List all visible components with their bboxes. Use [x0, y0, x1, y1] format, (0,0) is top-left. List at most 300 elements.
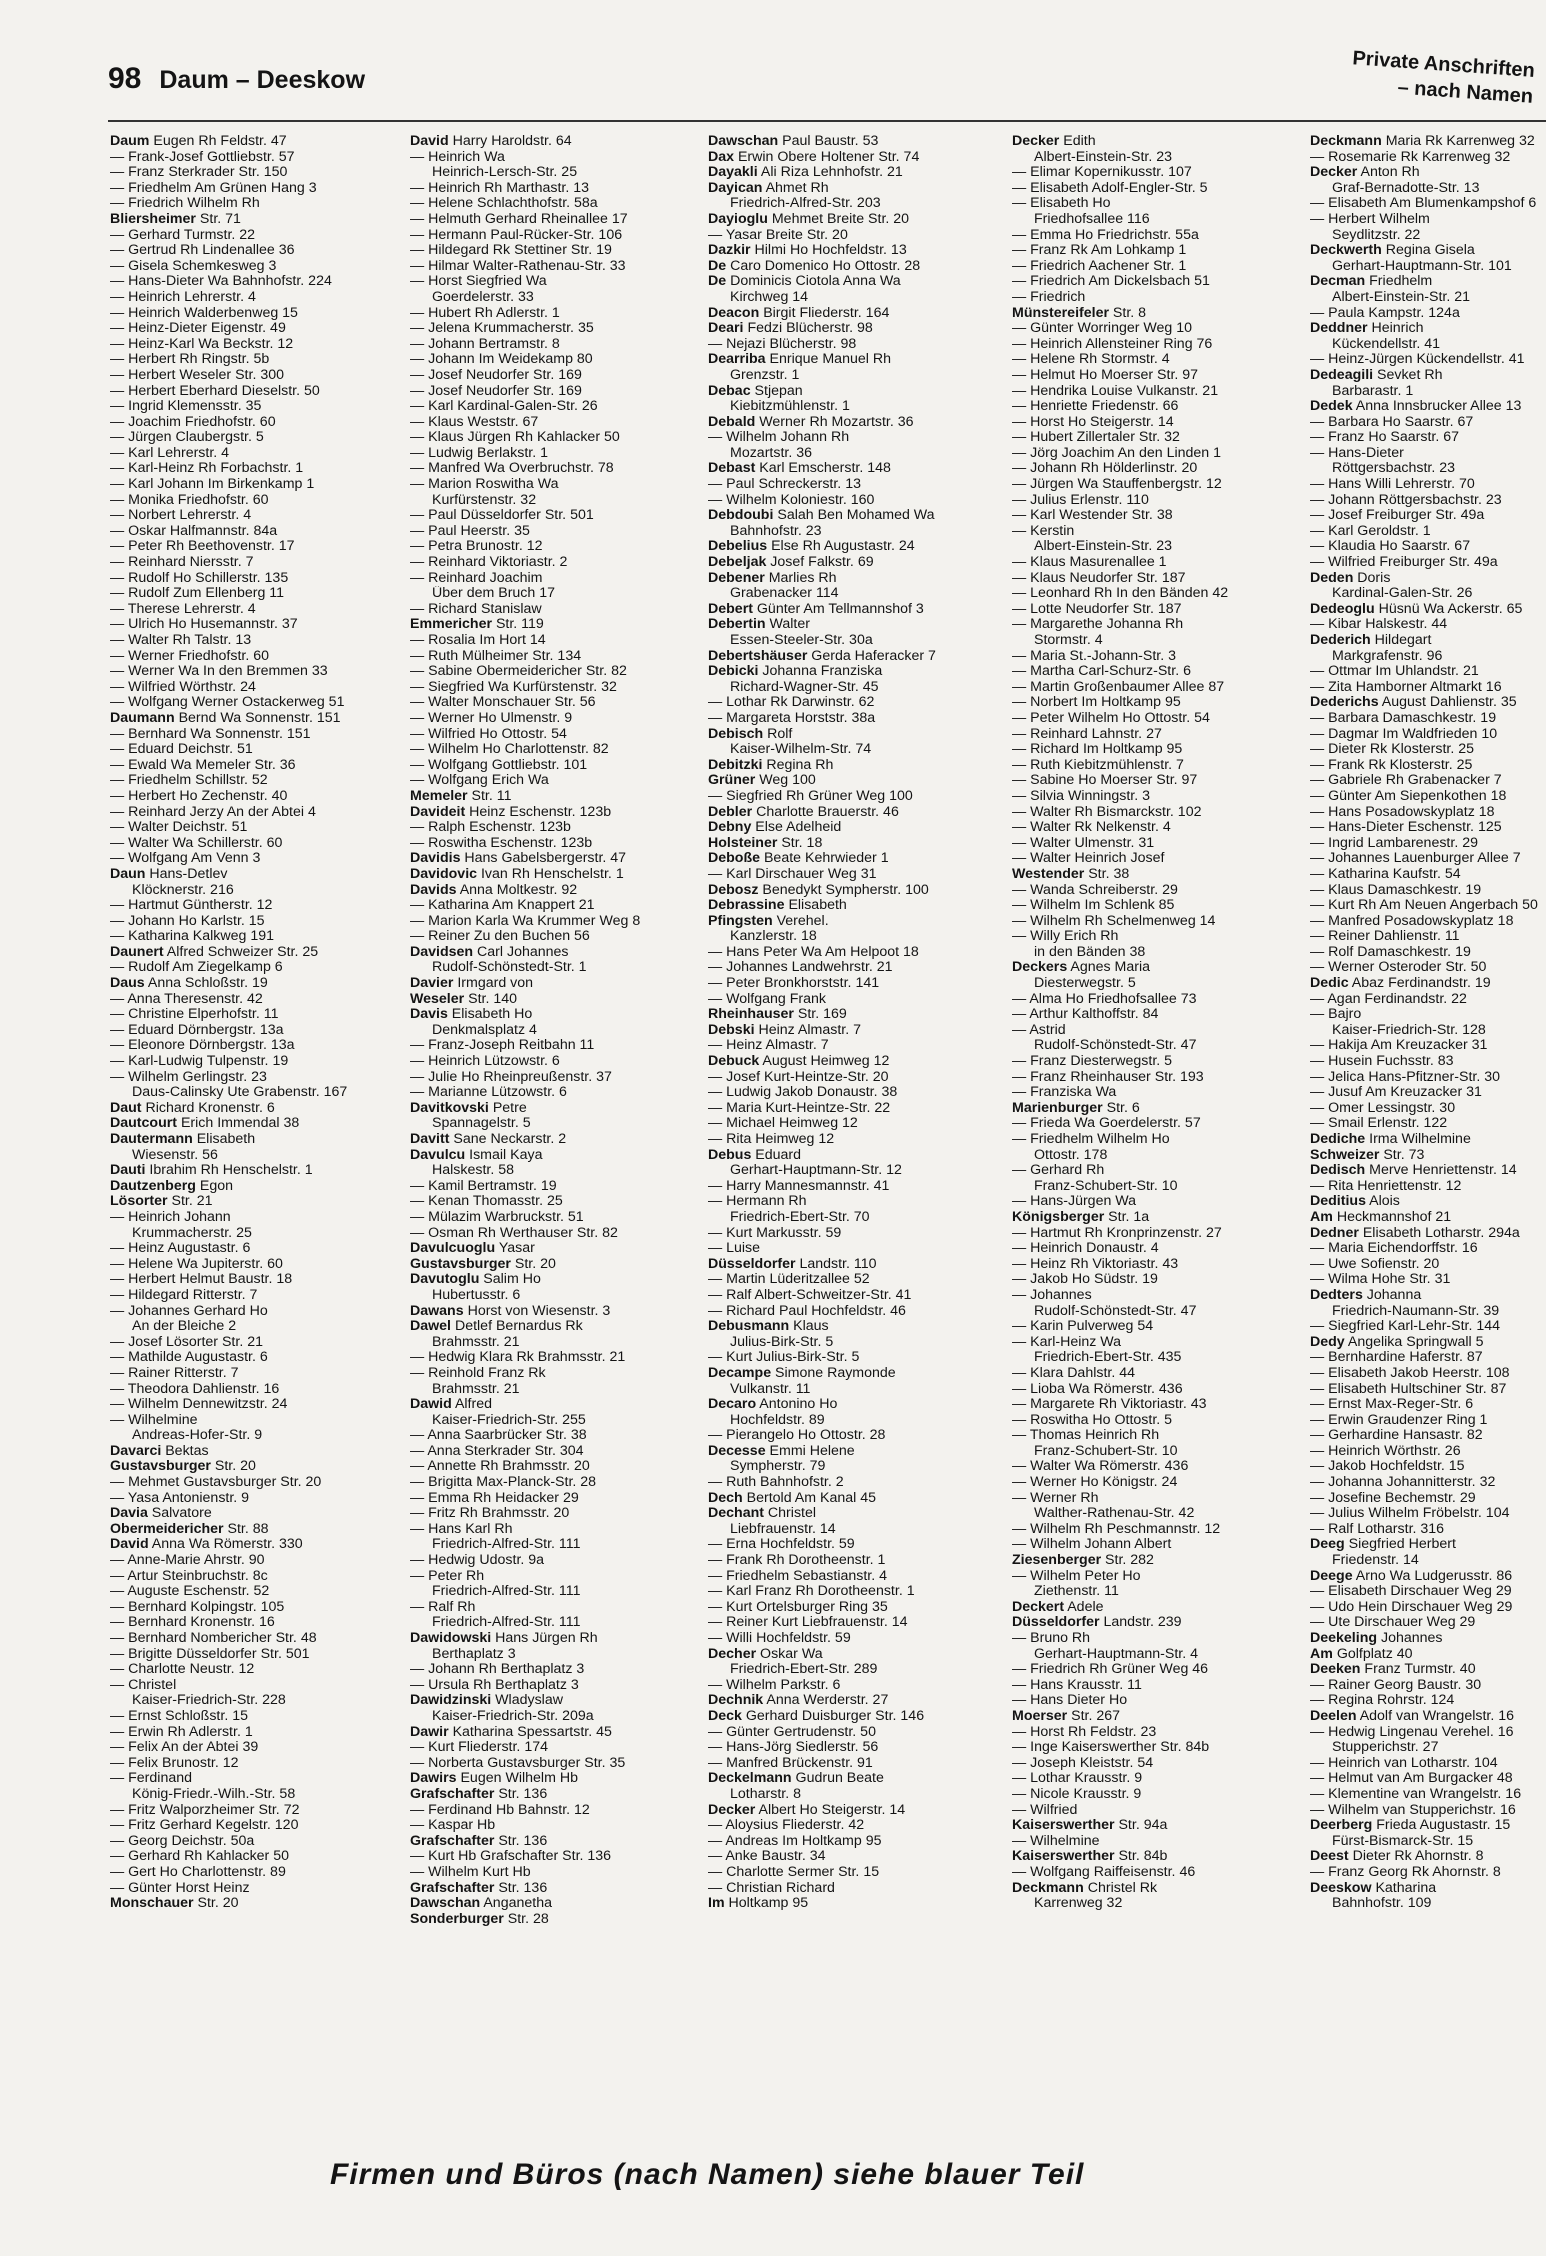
directory-entry: — Kenan Thomasstr. 25 [410, 1194, 563, 1210]
directory-entry: Daut Richard Kronenstr. 6 [110, 1100, 275, 1116]
directory-entry: — Ottmar Im Uhlandstr. 21 [1310, 664, 1479, 680]
directory-entry: Debert Günter Am Tellmannshof 3 [708, 601, 924, 617]
directory-entry: — Friedhelm Am Grünen Hang 3 [110, 180, 317, 196]
directory-entry: Deboße Beate Kehrwieder 1 [708, 851, 889, 867]
directory-entry: — Henriette Friedenstr. 66 [1012, 399, 1179, 415]
directory-entry: — Hildegard Ritterstr. 7 [110, 1287, 258, 1303]
directory-entry: — Hendrika Louise Vulkanstr. 21 [1012, 383, 1219, 399]
directory-entry: Rudolf-Schönstedt-Str. 47 [1034, 1303, 1197, 1319]
section-label-line2: – nach Namen [1397, 76, 1535, 108]
directory-entry: Moerser Str. 267 [1012, 1708, 1121, 1724]
directory-entry: Albert-Einstein-Str. 23 [1034, 149, 1172, 165]
directory-entry: — Karl Geroldstr. 1 [1310, 523, 1431, 539]
directory-entry: — Marion Karla Wa Krummer Weg 8 [410, 913, 641, 929]
directory-entry: — Anke Baustr. 34 [708, 1849, 826, 1865]
directory-entry: — Wilhelm van Stupperichstr. 16 [1310, 1802, 1516, 1818]
directory-entry: — Ralf Albert-Schweitzer-Str. 41 [708, 1287, 912, 1303]
directory-entry: — Wilhelmine [1012, 1833, 1100, 1849]
directory-entry: — Werner Wa In den Bremmen 33 [110, 664, 328, 680]
directory-entry: — Werner Ho Königstr. 24 [1012, 1475, 1178, 1491]
directory-entry: Münstereifeler Str. 8 [1012, 305, 1147, 321]
directory-entry: Albert-Einstein-Str. 21 [1332, 289, 1470, 305]
directory-column-5 [1310, 134, 1546, 1912]
directory-entry: — Richard Paul Hochfeldstr. 46 [708, 1303, 906, 1319]
directory-entry: — Elisabeth Dirschauer Weg 29 [1310, 1584, 1512, 1600]
directory-entry: — Bernhard Nombericher Str. 48 [110, 1631, 317, 1646]
directory-entry: Kiebitzmühlenstr. 1 [730, 399, 850, 415]
directory-entry: Davidovic Ivan Rh Henschelstr. 1 [410, 866, 624, 882]
directory-entry: — Ute Dirschauer Weg 29 [1310, 1615, 1476, 1631]
directory-entry: Dautzenberg Egon [110, 1178, 233, 1194]
directory-entry: Dawidzinski Wladyslaw [410, 1693, 563, 1709]
directory-entry: — Ewald Wa Memeler Str. 36 [110, 757, 296, 773]
directory-entry: — Astrid [1012, 1022, 1066, 1038]
directory-entry: — Leonhard Rh In den Bänden 42 [1012, 586, 1229, 602]
directory-entry: — Heinrich Allensteiner Ring 76 [1012, 336, 1213, 352]
directory-entry: Dawirs Eugen Wilhelm Hb [410, 1771, 578, 1787]
directory-entry: Debrassine Elisabeth [708, 898, 847, 914]
directory-entry: Kaiser-Friedrich-Str. 209a [432, 1708, 594, 1724]
directory-entry: — Hans Krausstr. 11 [1012, 1677, 1142, 1693]
directory-entry: — Osman Rh Werthauser Str. 82 [410, 1225, 618, 1241]
directory-entry: — Heinz-Dieter Eigenstr. 49 [110, 321, 286, 337]
directory-entry: — Anna Sterkrader Str. 304 [410, 1443, 584, 1459]
directory-entry: Deege Arno Wa Ludgerusstr. 86 [1310, 1568, 1513, 1584]
directory-entry: — Frank-Josef Gottliebstr. 57 [110, 149, 295, 165]
directory-entry: — Wilhelmine [110, 1412, 198, 1428]
directory-entry: — Klaus Damaschkestr. 19 [1310, 882, 1482, 898]
directory-entry: Debisch Rolf [708, 726, 793, 742]
directory-entry: — Hans-Jörg Siedlerstr. 56 [708, 1740, 879, 1756]
directory-entry: — Jelica Hans-Pfitzner-Str. 30 [1310, 1069, 1501, 1085]
directory-entry: — Ralph Eschenstr. 123b [410, 820, 571, 836]
directory-entry: — Klaus Neudorfer Str. 187 [1012, 570, 1186, 586]
directory-entry: — Klara Dahlstr. 44 [1012, 1365, 1136, 1381]
header-rule [108, 120, 1546, 122]
directory-entry: — Peter Bronkhorststr. 141 [708, 976, 880, 992]
directory-entry: — Heinrich van Lotharstr. 104 [1310, 1755, 1498, 1771]
directory-entry: — Wolfgang Erich Wa [410, 773, 549, 789]
directory-entry: Kardinal-Galen-Str. 26 [1332, 586, 1473, 602]
directory-entry: — Johann Ho Karlstr. 15 [110, 913, 265, 929]
directory-entry: — Klementine van Wrangelstr. 16 [1310, 1786, 1522, 1802]
directory-entry: — Walter Heinrich Josef [1012, 851, 1165, 867]
directory-entry: Weseler Str. 140 [410, 991, 518, 1007]
directory-entry: — Heinz Augustastr. 6 [110, 1241, 251, 1257]
directory-entry: Debusmann Klaus [708, 1319, 829, 1335]
directory-entry: Julius-Birk-Str. 5 [730, 1334, 834, 1350]
directory-entry: Debuck August Heimweg 12 [708, 1054, 890, 1070]
directory-entry: Dedters Johanna [1310, 1287, 1422, 1303]
directory-entry: Lösorter Str. 21 [110, 1194, 213, 1210]
directory-entry: — Brigitte Düsseldorfer Str. 501 [110, 1646, 310, 1662]
directory-entry: — Elimar Kopernikusstr. 107 [1012, 165, 1192, 181]
page-heading [108, 62, 365, 96]
directory-entry: — Franz-Joseph Reitbahn 11 [410, 1038, 595, 1054]
directory-entry: — Heinz-Karl Wa Beckstr. 12 [110, 336, 294, 352]
directory-entry: — Reinhard Niersstr. 7 [110, 555, 254, 571]
directory-entry: — Rudolf Zum Ellenberg 11 [110, 586, 285, 602]
directory-entry: Deditius Alois [1310, 1194, 1400, 1210]
directory-entry: — Ingrid Lambarenestr. 29 [1310, 835, 1478, 851]
directory-entry: Dawans Horst von Wiesenstr. 3 [410, 1303, 611, 1319]
directory-entry: — Manfred Brückenstr. 91 [708, 1755, 873, 1771]
directory-entry: — Wolfgang Am Venn 3 [110, 851, 261, 867]
directory-entry: Davarci Bektas [110, 1443, 209, 1459]
directory-entry: Kaiserswerther Str. 84b [1012, 1849, 1168, 1865]
directory-entry: Kirchweg 14 [730, 289, 809, 305]
directory-entry: — Fritz Walporzheimer Str. 72 [110, 1802, 300, 1818]
directory-entry: — Reinhard Viktoriastr. 2 [410, 555, 568, 571]
directory-entry: — Hedwig Udostr. 9a [410, 1553, 545, 1569]
directory-entry: — Nicole Krausstr. 9 [1012, 1786, 1142, 1802]
directory-entry: — Hans-Dieter [1310, 445, 1404, 461]
directory-entry: Deddner Heinrich [1310, 321, 1424, 337]
directory-entry: David Anna Wa Römerstr. 330 [110, 1537, 303, 1553]
directory-entry: — Wilfried Ho Ottostr. 54 [410, 726, 567, 742]
directory-entry: Über dem Bruch 17 [432, 586, 556, 602]
directory-entry: — Petra Brunostr. 12 [410, 539, 543, 555]
directory-entry: Decesse Emmi Helene [708, 1443, 855, 1459]
directory-entry: Am Golfplatz 40 [1310, 1646, 1413, 1662]
directory-entry: Ziesenberger Str. 282 [1012, 1553, 1154, 1569]
directory-entry: — Paul Heerstr. 35 [410, 523, 530, 539]
directory-entry: — Lotte Neudorfer Str. 187 [1012, 601, 1182, 617]
directory-entry: — Husein Fuchsstr. 83 [1310, 1054, 1454, 1070]
directory-entry: — Walter Deichstr. 51 [110, 820, 248, 836]
directory-entry: — Karl-Heinz Rh Forbachstr. 1 [110, 461, 304, 477]
directory-entry: Daun Hans-Detlev [110, 866, 228, 882]
directory-entry: Holsteiner Str. 18 [708, 835, 823, 851]
directory-entry: — Johannes Gerhard Ho [110, 1303, 268, 1319]
directory-entry: Grüner Weg 100 [708, 773, 816, 789]
directory-entry: — Richard Im Holtkamp 95 [1012, 742, 1183, 758]
directory-entry: — Frieda Wa Goerdelerstr. 57 [1012, 1116, 1201, 1132]
directory-entry: Andreas-Hofer-Str. 9 [132, 1428, 263, 1444]
directory-entry: — Walter Rh Bismarckstr. 102 [1012, 804, 1202, 820]
directory-entry: — Jürgen Wa Stauffenbergstr. 12 [1012, 477, 1222, 493]
directory-entry: Debosz Benedykt Sympherstr. 100 [708, 882, 929, 898]
directory-entry: Mozartstr. 36 [730, 445, 813, 461]
directory-entry: — Walter Wa Schillerstr. 60 [110, 835, 283, 851]
directory-entry: König-Friedr.-Wilh.-Str. 58 [132, 1786, 296, 1802]
directory-entry: Dautermann Elisabeth [110, 1132, 256, 1147]
directory-entry: Gerhart-Hauptmann-Str. 12 [730, 1163, 902, 1179]
directory-entry: — Elisabeth Jakob Heerstr. 108 [1310, 1365, 1510, 1381]
directory-entry: Dedy Angelika Springwall 5 [1310, 1334, 1484, 1350]
directory-entry: Dedisch Merve Henriettenstr. 14 [1310, 1163, 1517, 1179]
directory-entry: Davideit Heinz Eschenstr. 123b [410, 804, 612, 820]
directory-entry: — Hubert Zillertaler Str. 32 [1012, 430, 1180, 446]
directory-entry: Denkmalsplatz 4 [432, 1022, 537, 1038]
directory-entry: Daus-Calinsky Ute Grabenstr. 167 [132, 1085, 348, 1101]
directory-entry: Marienburger Str. 6 [1012, 1100, 1140, 1116]
directory-entry: — Gerhard Turmstr. 22 [110, 227, 256, 243]
directory-entry: Davidis Hans Gabelsbergerstr. 47 [410, 851, 627, 867]
directory-entry: — Ralf Lotharstr. 316 [1310, 1521, 1445, 1537]
directory-entry: Dedeagili Sevket Rh [1310, 367, 1443, 383]
directory-entry: — Ulrich Ho Husemannstr. 37 [110, 617, 298, 633]
directory-entry: — Wilhelm Koloniestr. 160 [708, 492, 875, 508]
directory-entry: Albert-Einstein-Str. 23 [1034, 539, 1172, 555]
directory-entry: Brahmsstr. 21 [432, 1334, 520, 1350]
directory-entry: — Werner Friedhofstr. 60 [110, 648, 270, 664]
directory-entry: — Günter Am Siepenkothen 18 [1310, 788, 1507, 804]
directory-entry: Decaro Antonino Ho [708, 1397, 838, 1413]
directory-entry: — Karl Lehrerstr. 4 [110, 445, 230, 461]
directory-entry: — Fritz Gerhard Kegelstr. 120 [110, 1818, 299, 1834]
directory-entry: — Martin Großenbaumer Allee 87 [1012, 679, 1225, 695]
directory-entry: — Bernhard Kolpingstr. 105 [110, 1599, 285, 1615]
directory-entry: — Maria Eichendorffstr. 16 [1310, 1241, 1478, 1257]
directory-entry: — Hedwig Klara Rk Brahmsstr. 21 [410, 1350, 626, 1366]
directory-entry: — Rudolf Am Ziegelkamp 6 [110, 960, 283, 976]
directory-entry: Davids Anna Moltkestr. 92 [410, 882, 578, 898]
directory-entry: — Kurt Ortelsburger Ring 35 [708, 1599, 888, 1615]
directory-entry: — Kaspar Hb [410, 1818, 496, 1834]
directory-entry: — Franz Sterkrader Str. 150 [110, 165, 288, 181]
directory-entry: — Herbert Helmut Baustr. 18 [110, 1272, 293, 1288]
directory-entry: — Herbert Eberhard Dieselstr. 50 [110, 383, 320, 399]
directory-entry: Daunert Alfred Schweizer Str. 25 [110, 944, 319, 960]
directory-entry: Sonderburger Str. 28 [410, 1911, 549, 1927]
directory-entry: Walther-Rathenau-Str. 42 [1034, 1506, 1195, 1522]
directory-entry: Spannagelstr. 5 [432, 1116, 531, 1132]
directory-entry: — Klaus Masurenallee 1 [1012, 555, 1167, 571]
directory-entry: Debdoubi Salah Ben Mohamed Wa [708, 508, 935, 524]
directory-entry: Rudolf-Schönstedt-Str. 1 [432, 960, 587, 976]
directory-entry: — Karl-Heinz Wa [1012, 1334, 1122, 1350]
directory-entry: Kückendellstr. 41 [1332, 336, 1441, 352]
directory-entry: — Wilhelm Rh Schelmenweg 14 [1012, 913, 1216, 929]
directory-entry: Halskestr. 58 [432, 1163, 515, 1179]
directory-entry: — Reiner Kurt Liebfrauenstr. 14 [708, 1615, 908, 1631]
directory-entry: — Wilfried Freiburger Str. 49a [1310, 555, 1498, 571]
directory-entry: — Manfred Wa Overbruchstr. 78 [410, 461, 614, 477]
directory-entry: — Johannes Lauenburger Allee 7 [1310, 851, 1521, 867]
directory-entry: — Josefine Bechemstr. 29 [1310, 1490, 1476, 1506]
directory-entry: — Auguste Eschenstr. 52 [110, 1584, 270, 1600]
directory-entry: — Gerhard Rh [1012, 1163, 1105, 1179]
directory-entry: — Wilhelm Johann Rh [708, 430, 850, 446]
directory-entry: — Felix Brunostr. 12 [110, 1755, 239, 1771]
directory-entry: — Reiner Dahlienstr. 11 [1310, 929, 1460, 945]
directory-entry: — Reinhard Lahnstr. 27 [1012, 726, 1162, 742]
directory-entry: — Johann Rh Berthaplatz 3 [410, 1662, 585, 1678]
directory-entry: — Karl Johann Im Birkenkamp 1 [110, 477, 315, 493]
directory-entry: — Johannes [1012, 1287, 1092, 1303]
directory-entry: — Dieter Rk Klosterstr. 25 [1310, 742, 1474, 758]
directory-entry: Essen-Steeler-Str. 30a [730, 633, 873, 648]
directory-entry: — Lothar Rk Darwinstr. 62 [708, 695, 875, 711]
directory-entry: David Harry Haroldstr. 64 [410, 134, 572, 149]
directory-entry: Debny Else Adelheid [708, 820, 842, 836]
directory-entry: Davulcuoglu Yasar [410, 1241, 535, 1257]
directory-entry: — Manfred Posadowskyplatz 18 [1310, 913, 1514, 929]
directory-entry: — Andreas Im Holtkamp 95 [708, 1833, 882, 1849]
directory-entry: — Wilhelm Gerlingstr. 23 [110, 1069, 267, 1085]
directory-entry: — Sabine Ho Moerser Str. 97 [1012, 773, 1198, 789]
directory-entry: — Ernst Schloßstr. 15 [110, 1708, 248, 1724]
directory-entry: — Helene Rh Stormstr. 4 [1012, 352, 1170, 368]
directory-entry: — Rosalia Im Hort 14 [410, 633, 546, 648]
directory-entry: — Karl Franz Rh Dorotheenstr. 1 [708, 1584, 915, 1600]
directory-entry: Dawid Alfred [410, 1397, 493, 1413]
directory-entry: Lotharstr. 8 [730, 1786, 801, 1802]
directory-entry: Obermeidericher Str. 88 [110, 1521, 269, 1537]
directory-entry: Debeljak Josef Falkstr. 69 [708, 555, 874, 571]
directory-entry: Deckert Adele [1012, 1599, 1104, 1615]
directory-entry: Liebfrauenstr. 14 [730, 1521, 836, 1537]
directory-entry: — Therese Lehrerstr. 4 [110, 601, 256, 617]
directory-entry: — Regina Rohrstr. 124 [1310, 1693, 1455, 1709]
directory-entry: Deckmann Maria Rk Karrenweg 32 [1310, 134, 1535, 149]
directory-entry: — Franz Rheinhauser Str. 193 [1012, 1069, 1204, 1085]
directory-entry: — Zita Hamborner Altmarkt 16 [1310, 679, 1502, 695]
directory-entry: — Peter Rh Beethovenstr. 17 [110, 539, 295, 555]
directory-entry: — Brigitta Max-Planck-Str. 28 [410, 1475, 597, 1491]
directory-entry: Düsseldorfer Landstr. 239 [1012, 1615, 1182, 1631]
directory-entry: — Harry Mannesmannstr. 41 [708, 1178, 890, 1194]
directory-entry: — Heinz-Jürgen Kückendellstr. 41 [1310, 352, 1525, 368]
directory-entry: — Horst Rh Feldstr. 23 [1012, 1724, 1157, 1740]
directory-entry: Friedrich-Ebert-Str. 435 [1034, 1350, 1182, 1366]
directory-entry: — Hermann Rh [708, 1194, 807, 1210]
directory-entry: Dautcourt Erich Immendal 38 [110, 1116, 300, 1132]
directory-entry: — Hartmut Rh Kronprinzenstr. 27 [1012, 1225, 1222, 1241]
directory-entry: — Wilhelm Johann Albert [1012, 1537, 1172, 1553]
directory-entry: — Rita Heimweg 12 [708, 1132, 835, 1147]
directory-entry: — Herbert Weseler Str. 300 [110, 367, 284, 383]
directory-entry: — Smail Erlenstr. 122 [1310, 1116, 1448, 1132]
directory-entry: — Heinrich Rh Marthastr. 13 [410, 180, 589, 196]
directory-entry: Dawir Katharina Spessartstr. 45 [410, 1724, 612, 1740]
directory-entry: Franz-Schubert-Str. 10 [1034, 1178, 1178, 1194]
directory-entry: Friedrich-Alfred-Str. 203 [730, 196, 881, 212]
directory-entry: — Willy Erich Rh [1012, 929, 1119, 945]
directory-entry: — Jakob Ho Südstr. 19 [1012, 1272, 1158, 1288]
directory-entry: Bahnhofstr. 23 [730, 523, 822, 539]
directory-entry: Seydlitzstr. 22 [1332, 227, 1421, 243]
directory-entry: — Wilhelm Parkstr. 6 [708, 1677, 841, 1693]
directory-entry: — Mehmet Gustavsburger Str. 20 [110, 1475, 322, 1491]
directory-entry: — Josef Lösorter Str. 21 [110, 1334, 263, 1350]
directory-entry: — Christel [110, 1677, 177, 1693]
directory-entry: — Udo Hein Dirschauer Weg 29 [1310, 1599, 1513, 1615]
directory-entry: — Reiner Zu den Buchen 56 [410, 929, 590, 945]
directory-entry: — Herbert Ho Zechenstr. 40 [110, 788, 288, 804]
directory-entry: — Johanna Johannitterstr. 32 [1310, 1475, 1496, 1491]
directory-entry: — Klaudia Ho Saarstr. 67 [1310, 539, 1471, 555]
directory-entry: — Friedrich [1012, 289, 1086, 305]
directory-entry: Debus Eduard [708, 1147, 802, 1163]
directory-entry: — Kurt Rh Am Neuen Angerbach 50 [1310, 898, 1538, 914]
directory-entry: — Dagmar Im Waldfrieden 10 [1310, 726, 1498, 742]
directory-entry: — Wolfgang Gottliebstr. 101 [410, 757, 588, 773]
directory-entry: — Joseph Kleiststr. 54 [1012, 1755, 1154, 1771]
directory-entry: — Hans Dieter Ho [1012, 1693, 1128, 1709]
directory-entry: — Yasar Breite Str. 20 [708, 227, 848, 243]
directory-entry: Deckers Agnes Maria [1012, 960, 1151, 976]
directory-entry: — Wolfgang Werner Ostackerweg 51 [110, 695, 345, 711]
directory-entry: Davitkovski Petre [410, 1100, 527, 1116]
directory-entry: — Heinz Rh Viktoriastr. 43 [1012, 1256, 1179, 1272]
directory-entry: — Sabine Obermeidericher Str. 82 [410, 664, 627, 680]
directory-entry: — Aloysius Fliederstr. 42 [708, 1818, 865, 1834]
directory-entry: — Gert Ho Charlottenstr. 89 [110, 1864, 286, 1880]
directory-entry: Am Heckmannshof 21 [1310, 1209, 1452, 1225]
directory-entry: — Gertrud Rh Lindenallee 36 [110, 243, 295, 259]
directory-entry: Grabenacker 114 [730, 586, 839, 602]
directory-entry: Debertshäuser Gerda Haferacker 7 [708, 648, 936, 664]
directory-entry: — Paul Düsseldorfer Str. 501 [410, 508, 594, 524]
directory-entry: Davis Elisabeth Ho [410, 1007, 533, 1023]
directory-entry: Goerdelerstr. 33 [432, 289, 534, 305]
directory-entry: — Friedrich Rh Grüner Weg 46 [1012, 1662, 1209, 1678]
directory-entry: — Siegfried Rh Grüner Weg 100 [708, 788, 913, 804]
directory-entry: — Ruth Kiebitzmühlenstr. 7 [1012, 757, 1184, 773]
directory-entry: — Mathilde Augustastr. 6 [110, 1350, 268, 1366]
directory-entry: — Martin Lüderitzallee 52 [708, 1272, 870, 1288]
directory-entry: Friedrich-Alfred-Str. 111 [432, 1537, 581, 1553]
directory-entry: in den Bänden 38 [1034, 944, 1146, 960]
directory-entry: — Wilhelm Peter Ho [1012, 1568, 1141, 1584]
directory-entry: — Lothar Krausstr. 9 [1012, 1771, 1143, 1787]
directory-entry: Dawidowski Hans Jürgen Rh [410, 1631, 598, 1646]
directory-entry: — Wilhelm Kurt Hb [410, 1864, 531, 1880]
directory-entry: — Heinrich Wa [410, 149, 505, 165]
directory-entry: Düsseldorfer Landstr. 110 [708, 1256, 877, 1272]
directory-entry: — Felix An der Abtei 39 [110, 1740, 259, 1756]
directory-entry: — Hans-Dieter Wa Bahnhofstr. 224 [110, 274, 332, 290]
directory-entry: Deelen Adolf van Wrangelstr. 16 [1310, 1708, 1514, 1724]
directory-entry: Dedner Elisabeth Lotharstr. 294a [1310, 1225, 1520, 1241]
directory-entry: — Hartmut Güntherstr. 12 [110, 898, 273, 914]
directory-entry: Friedenstr. 14 [1332, 1553, 1419, 1569]
directory-entry: Kanzlerstr. 18 [730, 929, 817, 945]
directory-entry: — Kerstin [1012, 523, 1075, 539]
directory-entry: Dechnik Anna Werderstr. 27 [708, 1693, 889, 1709]
directory-entry: — Herbert Rh Ringstr. 5b [110, 352, 270, 368]
directory-entry: — Eleonore Dörnbergstr. 13a [110, 1038, 295, 1054]
directory-entry: — Heinrich Walderbenweg 15 [110, 305, 298, 321]
directory-entry: — Kurt Markusstr. 59 [708, 1225, 842, 1241]
directory-entry: — Günter Horst Heinz [110, 1880, 250, 1896]
directory-entry: Dazkir Hilmi Ho Hochfeldstr. 13 [708, 243, 907, 259]
directory-entry: — Franz Rk Am Lohkamp 1 [1012, 243, 1187, 259]
directory-entry: — Maria Kurt-Heintze-Str. 22 [708, 1100, 891, 1116]
directory-entry: — Johann Im Weidekamp 80 [410, 352, 593, 368]
directory-entry: — Klaus Jürgen Rh Kahlacker 50 [410, 430, 620, 446]
directory-entry: Dederich Hildegart [1310, 633, 1432, 648]
directory-entry: Rheinhauser Str. 169 [708, 1007, 847, 1023]
directory-entry: — Eduard Dörnbergstr. 13a [110, 1022, 284, 1038]
directory-entry: — Ruth Bahnhofstr. 2 [708, 1475, 844, 1491]
directory-entry: — Monika Friedhofstr. 60 [110, 492, 269, 508]
directory-entry: — Heinrich Lehrerstr. 4 [110, 289, 256, 305]
directory-entry: — Friedrich Wilhelm Rh [110, 196, 260, 212]
directory-entry: Decker Albert Ho Steigerstr. 14 [708, 1802, 906, 1818]
directory-entry: — Rolf Damaschkestr. 19 [1310, 944, 1471, 960]
directory-entry: Fürst-Bismarck-Str. 15 [1332, 1833, 1474, 1849]
directory-entry: Röttgersbachstr. 23 [1332, 461, 1456, 477]
directory-entry: Gerhart-Hauptmann-Str. 4 [1034, 1646, 1199, 1662]
directory-entry: — Anna Theresenstr. 42 [110, 991, 263, 1007]
directory-entry: — Emma Ho Friedrichstr. 55a [1012, 227, 1199, 243]
directory-entry: — Siegfried Wa Kurfürstenstr. 32 [410, 679, 617, 695]
directory-entry: Ottostr. 178 [1034, 1147, 1108, 1163]
directory-entry: — Julius Wilhelm Fröbelstr. 104 [1310, 1506, 1510, 1522]
